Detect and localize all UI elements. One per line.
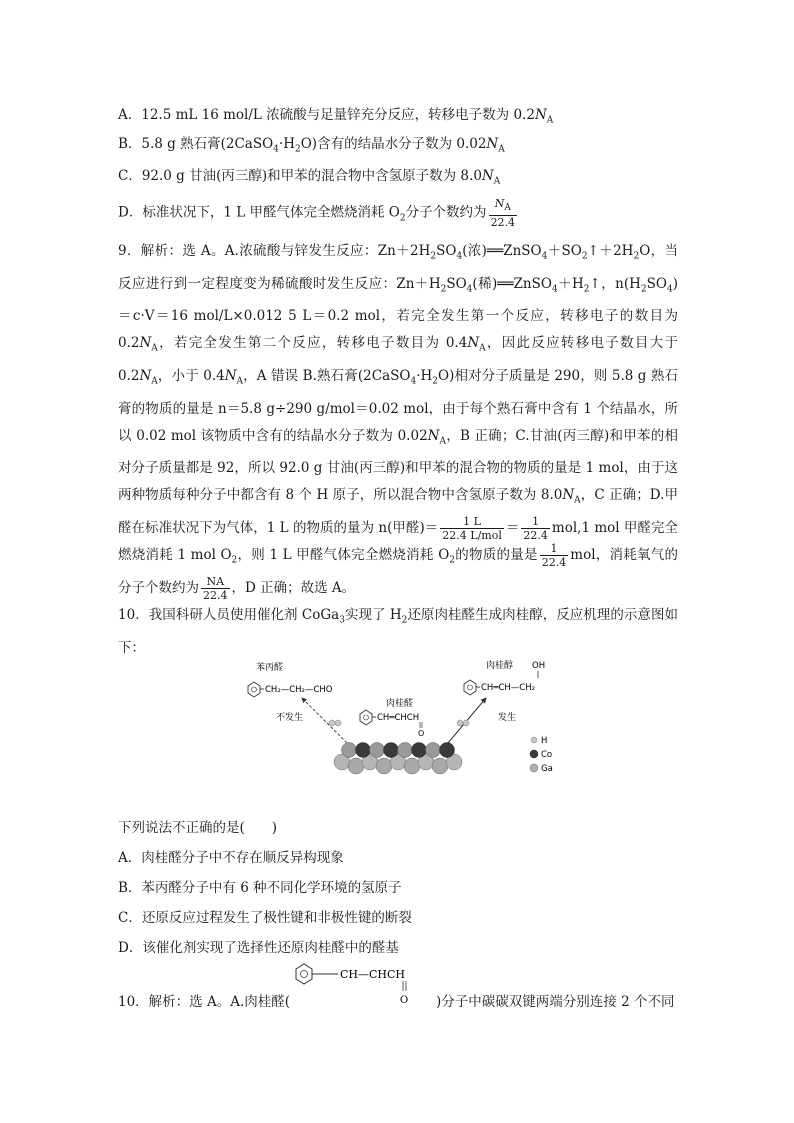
- legend-ga: Ga: [541, 764, 553, 774]
- option-d: D．标准状况下，1 L 甲醛气体完全燃烧消耗 $O_2$分子个数约为 $\frac{N_A}{22.4}$: [118, 197, 516, 230]
- reaction-mechanism-figure: [236, 658, 562, 776]
- benzene-ring-icon: [296, 964, 312, 984]
- fraction-1-22-4-b: $\frac{1}{22.4}$: [541, 542, 567, 570]
- formula-o: O: [418, 729, 425, 738]
- label-fasheng: 发生: [498, 713, 517, 723]
- legend-co-icon: [530, 750, 538, 758]
- formula-oh: OH: [532, 661, 546, 671]
- legend-co: Co: [541, 750, 553, 760]
- option-c: C．92.0 g 甘油(丙三醇)和甲苯的混合物中含氢原子数为 $8.0N_A$: [118, 168, 501, 187]
- formula-benbingquan: CH₂—CH₂—CHO: [265, 685, 333, 695]
- analysis-10-line: 10．解析：选 A。A.肉桂醛( )分子中碳碳双键两端分别连接 2 个不同: [118, 994, 675, 1010]
- q10-option-d: D．该催化剂实现了选择性还原肉桂醛中的醛基: [118, 940, 399, 956]
- q10-option-c: C．还原反应过程发生了极性键和非极性键的断裂: [118, 910, 412, 926]
- q10-option-b: B．苯丙醛分子中有 6 种不同化学环境的氢原子: [118, 880, 402, 896]
- formula-rouguichun: CH═CH—CH₂: [481, 683, 536, 693]
- label-rouguichun: 肉桂醇: [486, 661, 514, 671]
- legend-ga-icon: [530, 764, 538, 772]
- fraction-1-22-4: $\frac{1}{22.4}$: [523, 515, 548, 543]
- fraction-1l: $\frac{1 L}{\text{22.4 L/mol}}$: [442, 515, 502, 543]
- structure-formula: CH—CHCH: [340, 968, 406, 981]
- legend-h-icon: [531, 737, 537, 743]
- question-10-ask: 下列说法不正确的是( ): [118, 820, 278, 836]
- fraction-na-22-4: $\frac{N_A}{22.4}$: [490, 197, 516, 230]
- label-benbingquan: 苯丙醛: [256, 663, 284, 673]
- benzene-ring-icon: [464, 680, 476, 695]
- label-rouguiquan: 肉桂醛: [386, 699, 414, 709]
- arrow-not-occur: [302, 698, 354, 750]
- question-10-stem: 10．我国科研人员使用催化剂 CoGa$_3$实现了 $H_2$还原肉桂醛生成肉桂醇，反应机理的示意图如下：: [118, 607, 678, 656]
- formula-rouguiquan: CH═CHCH: [377, 713, 420, 723]
- benzene-ring-icon: [248, 682, 260, 697]
- label-bufasheng: 不发生: [276, 713, 304, 723]
- structure-o: O: [400, 995, 409, 1006]
- benzene-ring-icon: [360, 710, 372, 725]
- option-b: B．5.8 g 熟石膏$(2CaSO_4\cdot H_2O)$含有的结晶水分子数为 $0.02N_A$: [118, 136, 505, 155]
- analysis-9: 9．解析：选 A。A.浓硫酸与锌发生反应：$Zn+2H_2SO_4$(浓)$══ZnSO_4+SO_2↑+2H_2O$，当反应进行到一定程度变为稀硫酸时发生反应：$Zn+H_2SO_4$(稀)$══ZnSO_4+H_2↑$，$n(H_2SO_4)=c\cdot V=16$ mol/L×0.012 5 L＝0.2 mol，若完全发生第一个反应，转移电子的数目为 $0.2N_A$，若完全发生第二个反应，转移电子数目为 $0.4N_A$，因此反应转移电子数目大于 $0.2N_A$，小于 $0.4N_A$，A 错误 B.熟石膏$(2CaSO_4\cdot H_2O)$相对分子质量是 290，则 5.8 g 熟石膏的物质的量是 n＝5.8 g÷290 g/mol＝0.02 mol，由于每个熟石膏中含有 1 个结晶水，所以 0.02 mol 该物质中含有的结晶水分子数为 $0.02N_A$，B 正确；C.甘油(丙三醇)和甲苯的相对分子质量都是 92，所以 92.0 g 甘油(丙三醇)和甲苯的混合物的物质的量是 1 mol，由于这两种物质每种分子中都含有 8 个 H 原子，所以混合物中含氢原子数为 $8.0N_A$，C 正确；D.甲醛在标准状况下为气体，1 L 的物质的量为 n(甲醛)＝ $\frac{1 L}{\text{22.4 L/mol}}$ ＝ $\frac{1}{22.4}$ mol,1 mol 甲醛完全燃烧消耗 1 mol $O_2$，则 1 L 甲醛气体完全燃烧消耗 $O_2$的物质的量是 $\frac{1}{22.4}$ mol，消耗氧气的分子个数约为 $\frac{NA}{22.4}$ ，D 正确；故选 A。: [118, 243, 679, 602]
- legend-h: H: [541, 736, 548, 746]
- fraction-na-22-4-b: $\frac{NA}{22.4}$: [203, 574, 228, 602]
- q10-option-a: A．肉桂醛分子中不存在顺反异构现象: [118, 850, 344, 866]
- option-a: A．12.5 mL 16 mol/L 浓硫酸与足量锌充分反应，转移电子数为 $0.2N_A$: [118, 107, 554, 126]
- catalyst-surface: [334, 743, 462, 775]
